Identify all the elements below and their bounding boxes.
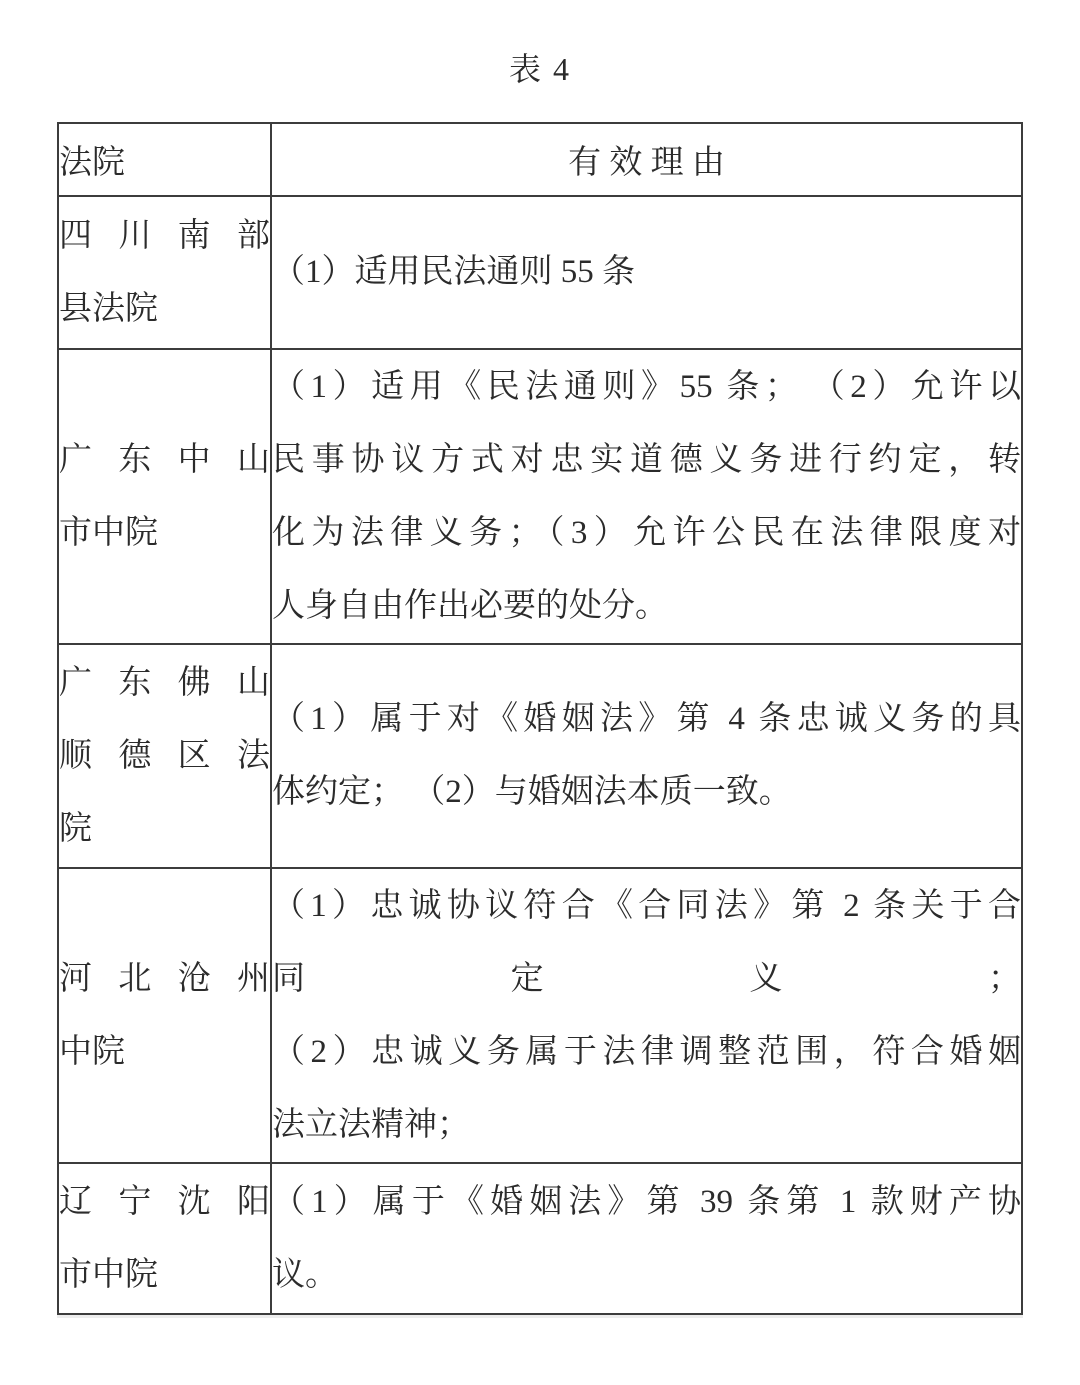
header-row [58, 123, 1022, 196]
table-row [58, 868, 1022, 1163]
reason-cell-line: （1）适用民法通则 55 条 [272, 254, 635, 290]
reason-cell [271, 196, 1022, 349]
reason-cell-line: 民事协议方式对忠实道德义务进行约定，转 [272, 441, 1021, 478]
court-cell-line: 市中院 [59, 1256, 158, 1293]
court-cell [58, 644, 271, 868]
reason-cell-line: （1）属于《婚姻法》第 39 条第 1 款财产协 [272, 1183, 1021, 1220]
reason-cell [271, 1163, 1022, 1314]
court-cell-line: 顺 德 区 法 [59, 737, 270, 774]
reason-cell-line: 议。 [272, 1256, 338, 1293]
court-cell-line: 河 北 沧 州 [59, 960, 270, 997]
table-body [58, 196, 1022, 1314]
table-row [58, 644, 1022, 868]
reason-cell-line: 体约定； （2）与婚姻法本质一致。 [272, 774, 792, 810]
table-title: 表 4 [508, 51, 571, 87]
reason-cell-line: （1）适用《民法通则》55 条； （2）允许以 [272, 368, 1021, 405]
reason-cell-line: （1）忠诚协议符合《合同法》第 2 条关于合 [272, 887, 1021, 924]
reason-cell-line: 人身自由作出必要的处分。 [272, 587, 668, 624]
reason-cell-line: 同定义； [272, 960, 1021, 997]
table-row [58, 1163, 1022, 1314]
reason-cell-line: （2）忠诚义务属于法律调整范围，符合婚姻 [272, 1033, 1021, 1070]
reason-cell-line: （1）属于对《婚姻法》第 4 条忠诚义务的具 [272, 701, 1021, 737]
court-cell-line: 辽 宁 沈 阳 [59, 1183, 270, 1220]
table-row [58, 349, 1022, 644]
court-cell-line: 县法院 [59, 290, 158, 327]
validity-reasons-table [57, 122, 1023, 1315]
court-cell-line: 四 川 南 部 [59, 217, 270, 254]
court-cell [58, 349, 271, 644]
reason-header-cell: 有 效 理 由 [271, 123, 1022, 196]
reason-cell-line: 法立法精神； [272, 1106, 470, 1143]
court-cell [58, 1163, 271, 1314]
court-cell [58, 868, 271, 1163]
reason-cell [271, 349, 1022, 644]
reason-cell-line: 化为法律义务；（3）允许公民在法律限度对 [272, 514, 1021, 551]
reason-cell [271, 644, 1022, 868]
court-header-cell: 法院 [58, 123, 271, 196]
court-cell-line: 市中院 [59, 514, 158, 551]
court-cell-line: 广 东 中 山 [59, 441, 270, 478]
court-cell-line: 中院 [59, 1033, 125, 1070]
table-row [58, 196, 1022, 349]
table-header [58, 123, 1022, 196]
reason-cell [271, 868, 1022, 1163]
court-cell [58, 196, 271, 349]
court-cell-line: 院 [59, 810, 92, 847]
court-cell-line: 广 东 佛 山 [59, 664, 270, 701]
